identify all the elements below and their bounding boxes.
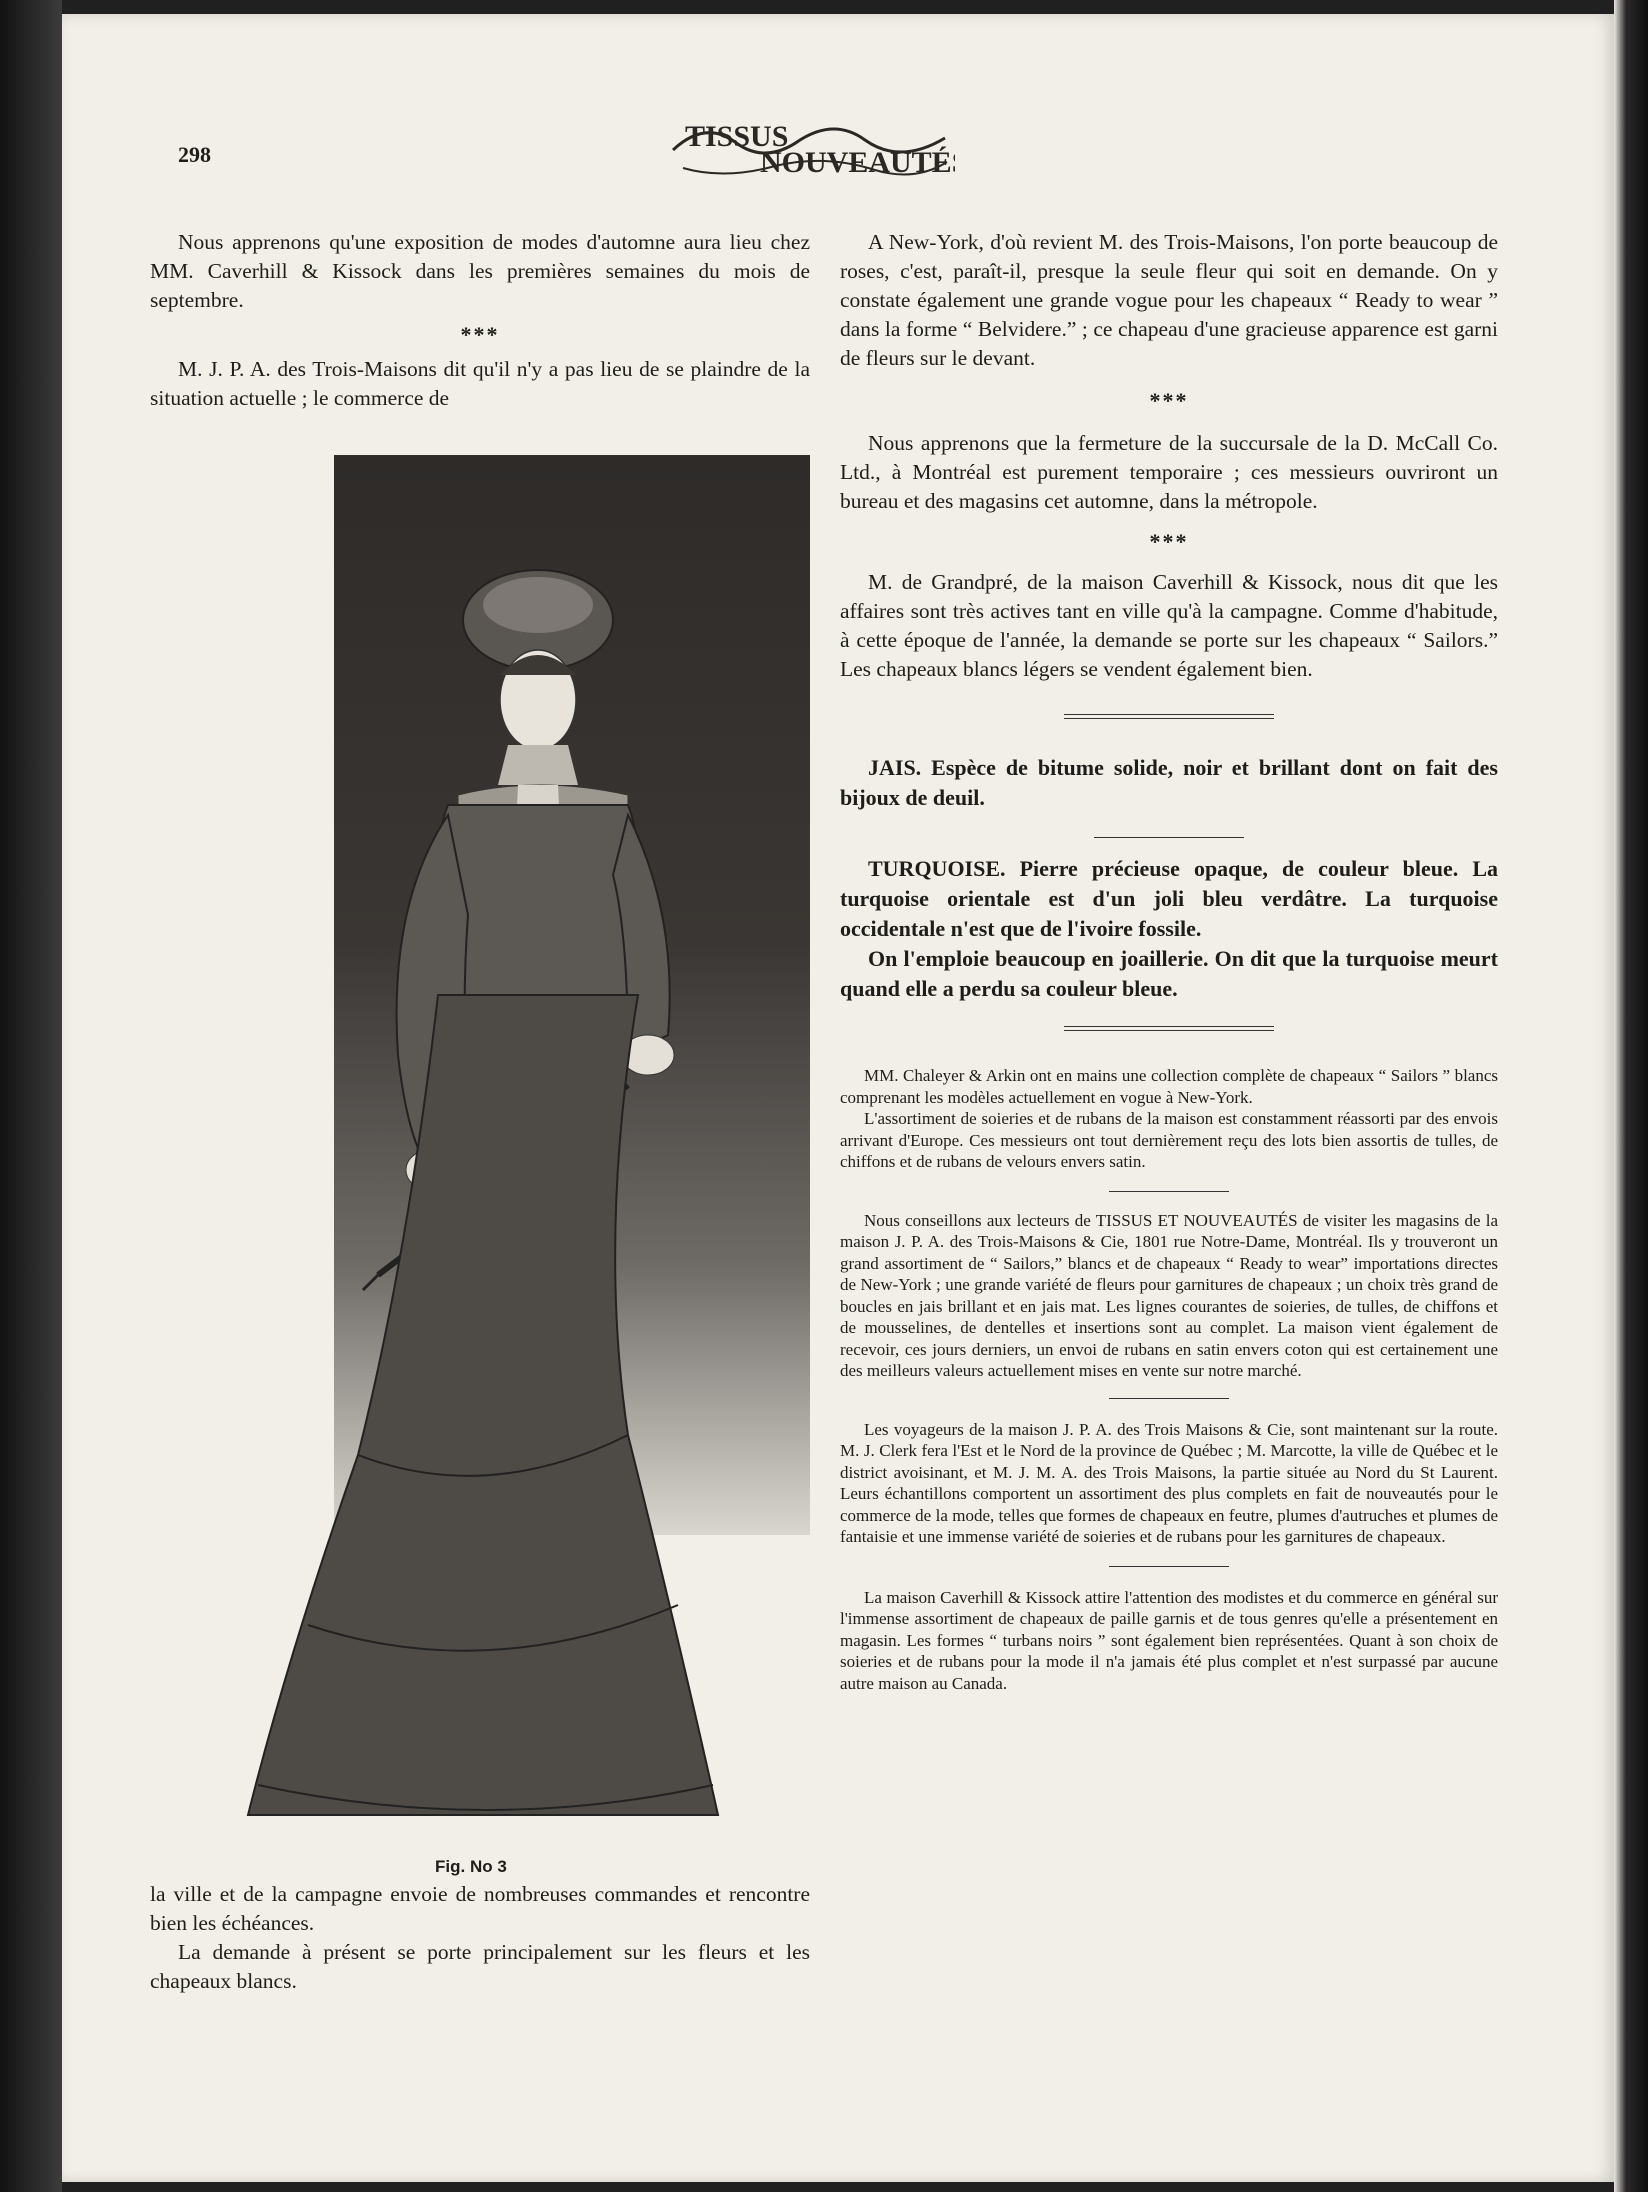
turquoise-definition-2: On l'emploie beaucoup en joaillerie. On dit que la turquoise meurt quand elle a perdu sa couleur bleue. [840, 946, 1498, 1001]
rule [1094, 837, 1244, 838]
left-paragraph-2: M. J. P. A. des Trois-Maisons dit qu'il n'y a pas lieu de se plaindre de la situation actuelle ; le commerce de [150, 357, 810, 410]
masthead-logo [665, 110, 955, 190]
svg-text:TISSUS: TISSUS [685, 120, 789, 153]
left-paragraph-3: la ville et de la campagne envoie de nombreuses commandes et rencontre bien les échéances. [150, 1882, 810, 1935]
left-column-bottom [150, 1880, 810, 1996]
page-number: 298 [178, 142, 211, 167]
page-edge [1614, 0, 1648, 2192]
masthead-logo-graphic [665, 110, 955, 190]
notice-voyageurs: Les voyageurs de la maison J. P. A. des Trois Maisons & Cie, sont maintenant sur la route. M. J. Clerk fera l'Est et le Nord de la province de Québec ; M. Marcotte, la ville de Québec et le district avoisinant, et M. J. M. A. des Trois Maisons, la partie située au Nord du St Laurent. Leurs échantillons comportent un assortiment des plus complets en fait de nouveautés pour le commerce de la mode, telles que formes de chapeaux en feutre, plumes d'autruches et plumes de fantaisie et une immense variété de soieries et de rubans pour les garnitures de chapeaux. [840, 1419, 1498, 1546]
svg-text:NOUVEAUTÉS: NOUVEAUTÉS [760, 146, 955, 179]
right-paragraph-1: A New-York, d'où revient M. des Trois-Maisons, l'on porte beaucoup de roses, c'est, paraît-il, presque la seule fleur qui soit en demande. On y constate également une grande vogue pour les chapeaux “ Ready to wear ” dans la forme “ Belvidere.” ; ce chapeau d'une gracieuse apparence est garni de fleurs sur le devant. [840, 230, 1498, 370]
rule [1109, 1398, 1229, 1399]
notice-caverhill-kissock: La maison Caverhill & Kissock attire l'attention des modistes et du commerce en général sur l'immense assortiment de chapeaux de paille garnis et de tous genres qu'elle a présentement en magasin. Les formes “ turbans noirs ” sont également bien représentées. Quant à son choix de soieries et de rubans pour la mode il n'a jamais été plus complet et n'est surpassé par aucune autre maison au Canada. [840, 1587, 1498, 1693]
separator-stars: *** [460, 322, 500, 347]
notice-chaleyer-arkin: MM. Chaleyer & Arkin ont en mains une collection complète de chapeaux “ Sailors ” blancs comprenant les modèles actuellement en vogue à New-York. [840, 1066, 1498, 1107]
notice-trois-maisons: Nous conseillons aux lecteurs de TISSUS ET NOUVEAUTÉS de visiter les magasins de la maison J. P. A. des Trois-Maisons & Cie, 1801 rue Notre-Dame, Montréal. Ils y trouveront un grand assortiment de “ Sailors,” blancs et de chapeaux “ Ready to wear” importations directes de New-York ; une grande variété de fleurs pour garnitures de chapeaux ; un choix très grand de boucles en jais brillant et en jais mat. Les lignes courantes de soieries, de tulles, de chiffons et de mousselines, de dentelles et insertions sont au complet. La maison vient également de recevoir, ces jours derniers, un envoi de rubans en satin envers coton qui est certainement une des meilleurs valeurs actuellement mises en vente sur notre marché. [840, 1210, 1498, 1380]
book-binding [0, 0, 62, 2192]
left-column [150, 228, 810, 413]
double-rule [1064, 714, 1274, 719]
right-paragraph-3: M. de Grandpré, de la maison Caverhill & Kissock, nous dit que les affaires sont très actives tant en ville qu'à la campagne. Comme d'habitude, à cette époque de l'année, la demande se porte sur les chapeaux “ Sailors.” Les chapeaux blancs légers se vendent également bien. [840, 570, 1498, 681]
notice-chaleyer-arkin-2: L'assortiment de soieries et de rubans de la maison est constamment réassorti par des envois arrivant d'Europe. Ces messieurs ont tout dernièrement reçu des lots bien assortis de tulles, de chiffons et de rubans de velours envers satin. [840, 1109, 1498, 1171]
separator-stars: *** [1149, 529, 1189, 554]
right-column [840, 228, 1498, 1694]
left-paragraph-4: La demande à présent se porte principalement sur les fleurs et les chapeaux blancs. [150, 1940, 810, 1993]
double-rule [1064, 1026, 1274, 1031]
figure-caption: Fig. No 3 [435, 1857, 507, 1876]
right-paragraph-2: Nous apprenons que la fermeture de la succursale de la D. McCall Co. Ltd., à Montréal est purement temporaire ; ces messieurs ouvriront un bureau et des magasins cet automne, dans la métropole. [840, 431, 1498, 513]
woman-figure-drawing [158, 455, 810, 1895]
jais-definition: JAIS. Espèce de bitume solide, noir et brillant dont on fait des bijoux de deuil. [840, 755, 1498, 810]
rule [1109, 1566, 1229, 1567]
rule [1109, 1191, 1229, 1192]
separator-stars: *** [1149, 388, 1189, 413]
fashion-illustration [158, 455, 810, 1895]
left-paragraph-1: Nous apprenons qu'une exposition de modes d'automne aura lieu chez MM. Caverhill & Kissock dans les premières semaines du mois de septembre. [150, 230, 810, 312]
turquoise-definition-1: TURQUOISE. Pierre précieuse opaque, de couleur bleue. La turquoise orientale est d'un joli bleu verdâtre. La turquoise occidentale n'est que de l'ivoire fossile. [840, 856, 1498, 941]
